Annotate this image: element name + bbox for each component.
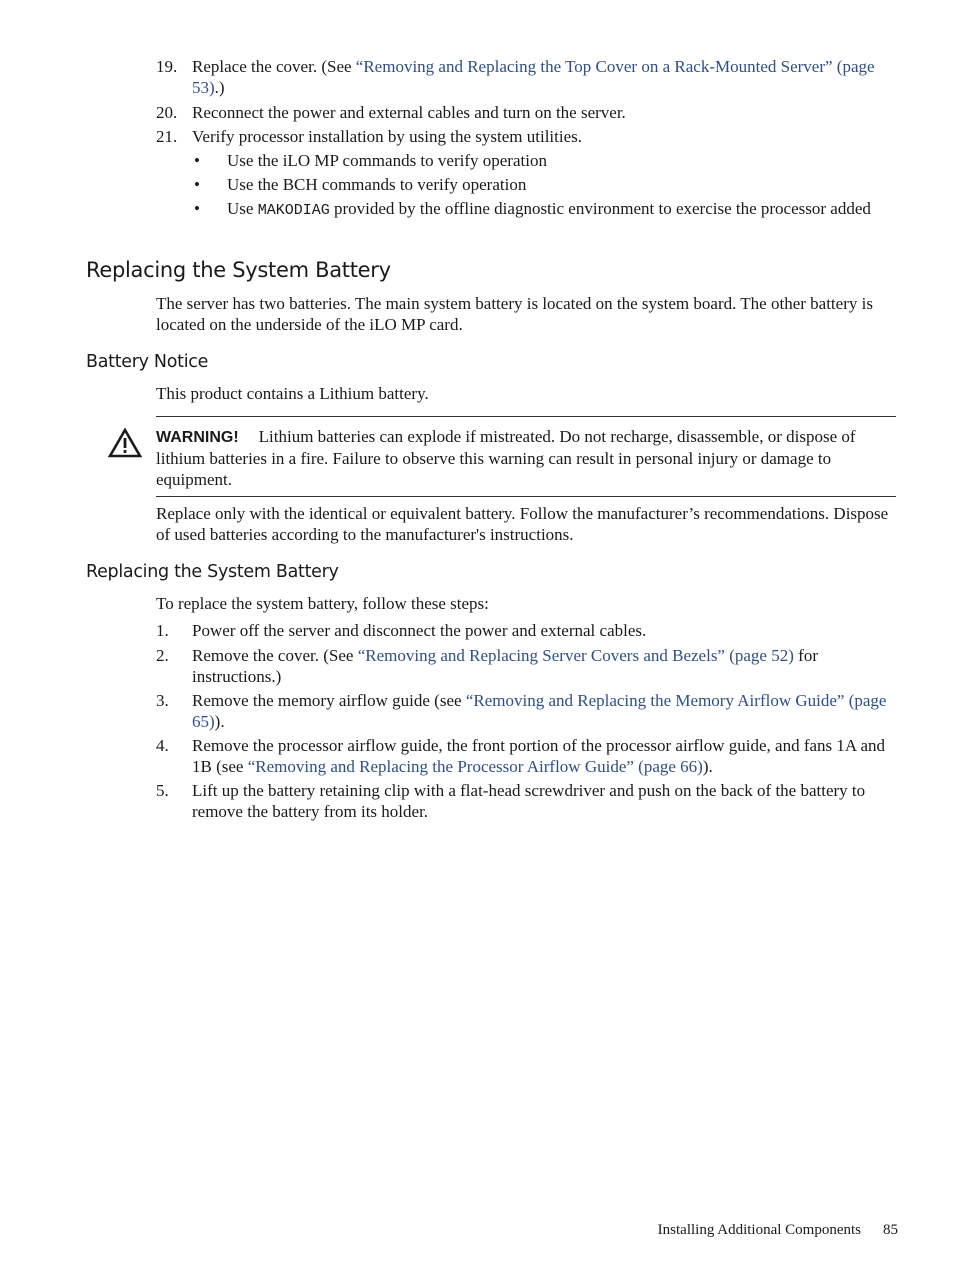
bullet-text: Use [227,199,258,218]
bullet-glyph: • [194,151,200,170]
list-item [156,620,898,641]
step-text: ). [702,757,713,776]
code-text: MAKODIAG [257,202,330,219]
step-text: Remove the memory airflow guide (see [192,691,466,710]
warning-text: Lithium batteries can explode if mistreated. Do not recharge, disassemble, or dispose of lithium batteries in a fire. Failure to observe this warning can result in personal injury or damage to equipment. [156,427,856,489]
page-number: 85 [883,1222,898,1238]
section-intro: The server has two batteries. The main system battery is located on the system board. The other battery is located on the underside of the iLO MP card. [156,294,873,334]
list-item [156,645,898,687]
notice-text: This product contains a Lithium battery. [156,384,429,403]
step-text: .) [214,78,225,97]
step-text: for instructions.) [192,646,818,686]
step-number: 20. [156,103,178,122]
list-item [156,735,898,777]
bullet-item [192,174,898,195]
bullet-glyph: • [194,199,200,218]
warning-box [156,416,896,497]
step-text: Replace the cover. (See [192,57,356,76]
page-footer [560,1222,898,1239]
list-item [156,56,898,98]
bullet-item [192,150,898,171]
bullet-item [192,198,898,221]
cross-reference-link[interactable]: “Removing and Replacing the Top Cover on a Rack-Mounted Server” (page 53) [192,57,875,97]
bullet-text: Use the BCH commands to verify operation [227,175,527,194]
step-text: Lift up the battery retaining clip with a flat-head screwdriver and push on the back of the battery to remove the battery from its holder. [192,781,866,821]
step-number: 3. [156,691,169,710]
step-text: Remove the cover. (See [192,646,358,665]
step-text: ). [214,712,225,731]
step-text: Reconnect the power and external cables and turn on the server. [192,103,626,122]
list-item [156,780,898,822]
replace-step-list [156,620,898,822]
bullet-list [192,150,898,221]
subsection-heading: Battery Notice [86,352,209,372]
bullet-text: Use the iLO MP commands to verify operation [227,151,547,170]
top-step-list [156,56,898,224]
cross-reference-link[interactable]: “Removing and Replacing the Processor Airflow Guide” (page 66) [247,757,703,776]
step-number: 19. [156,57,178,76]
warning-label: WARNING! [156,429,239,446]
subsection-heading: Replacing the System Battery [86,562,339,582]
bullet-text: provided by the offline diagnostic environment to exercise the processor added [329,199,871,218]
steps-intro: To replace the system battery, follow these steps: [156,594,489,613]
step-number: 21. [156,127,178,146]
cross-reference-link[interactable]: “Removing and Replacing Server Covers and Bezels” (page 52) [357,646,794,665]
step-number: 2. [156,646,169,665]
warning-icon [108,428,142,458]
footer-section-title: Installing Additional Components [657,1222,861,1238]
step-number: 5. [156,781,169,800]
step-text: Verify processor installation by using the system utilities. [192,127,583,146]
list-item [156,102,898,123]
step-text: Power off the server and disconnect the power and external cables. [192,621,647,640]
after-warning-text: Replace only with the identical or equivalent battery. Follow the manufacturer’s recommendations. Dispose of used batteries according to the manufacturer's instructions. [156,504,889,544]
bullet-glyph: • [194,175,200,194]
step-number: 1. [156,621,169,640]
list-item [156,126,898,221]
list-item [156,690,898,732]
section-heading: Replacing the System Battery [86,258,391,282]
warning-paragraph [156,426,896,490]
step-text: Remove the processor airflow guide, the front portion of the processor airflow guide, and fans 1A and 1B (see [192,736,886,776]
cross-reference-link[interactable]: “Removing and Replacing the Memory Airflow Guide” (page 65) [192,691,887,731]
step-number: 4. [156,736,169,755]
